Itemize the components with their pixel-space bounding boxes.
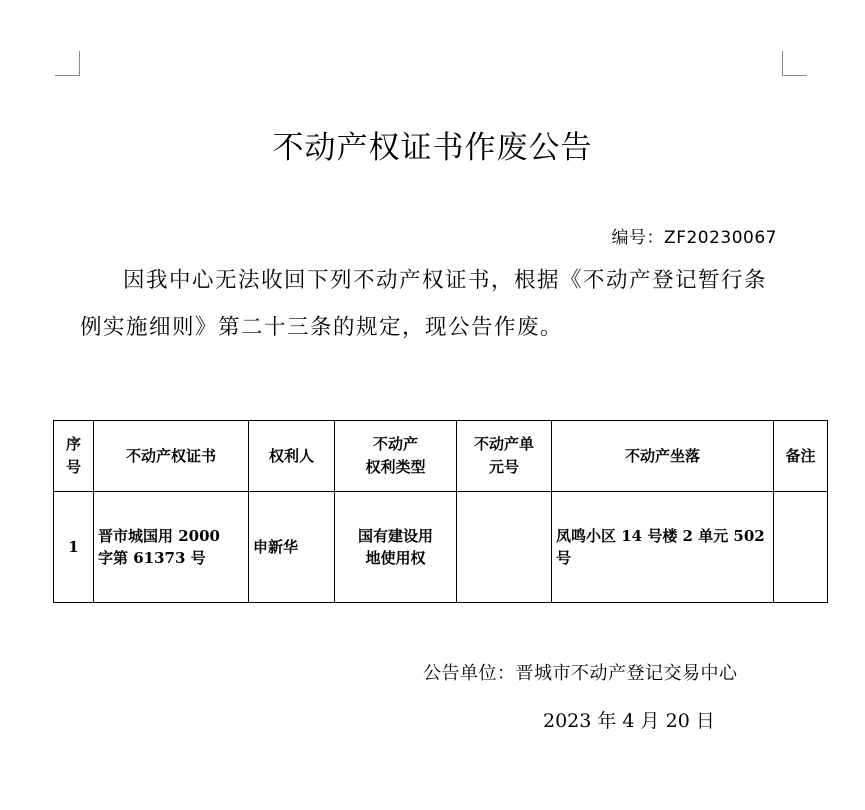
cell-right-type: 国有建设用 地使用权 [335,492,457,603]
notice-body: 因我中心无法收回下列不动产权证书，根据《不动产登记暂行条例实施细则》第二十三条的规定，现公告作废。 [80,268,768,340]
cell-remark [774,492,828,603]
page-corner-mark-top-left [55,51,80,76]
cell-seq: 1 [54,492,94,603]
header-unit-no: 不动产单 元号 [457,421,552,492]
table-row [54,492,828,603]
document-number: 编号：ZF20230067 [611,228,777,248]
document-title: 不动产权证书作废公告 [272,130,593,166]
header-cert: 不动产权证书 [94,421,249,492]
cell-location: 凤鸣小区 14 号楼 2 单元 502 号 [552,492,774,603]
cell-holder: 申新华 [249,492,335,603]
header-right-type: 不动产 权利类型 [335,421,457,492]
void-certificate-table [53,420,828,603]
page-corner-mark-top-right [782,51,807,76]
table-header-row [54,421,828,492]
issue-date: 2023 年 4 月 20 日 [543,710,715,732]
cell-cert: 晋市城国用 2000 字第 61373 号 [94,492,249,603]
header-holder: 权利人 [249,421,335,492]
cell-unit-no [457,492,552,603]
issuing-unit: 公告单位：晋城市不动产登记交易中心 [423,663,738,684]
header-seq: 序 号 [54,421,94,492]
header-remark: 备注 [774,421,828,492]
header-location: 不动产坐落 [552,421,774,492]
